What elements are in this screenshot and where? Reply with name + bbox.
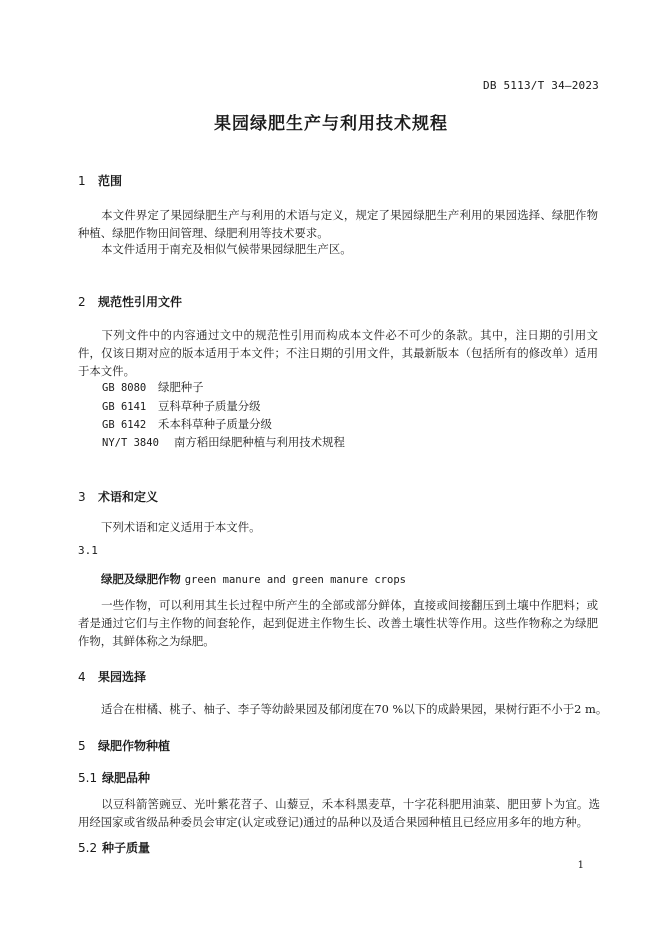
term-definition: 一些作物，可以利用其生长过程中所产生的全部或部分鲜体，直接或间接翻压到土壤中作肥料；或者是通过它们与主作物的间套轮作，起到促进主作物生长、改善土壤性状等作用。这些作物称之为绿肥作物，其鲜体称之为绿肥。 — [78, 598, 598, 648]
section-5-heading — [78, 737, 170, 754]
section-3-heading — [78, 488, 158, 505]
term-heading — [101, 571, 406, 587]
subsection-5-1-heading — [78, 769, 150, 786]
subsection-5-1-paragraph: 以豆科箭筈豌豆、光叶紫花苕子、山藜豆，禾本科黑麦草，十字花科肥用油菜、肥田萝卜为宜。选用经国家或省级品种委员会审定(认定或登记)通过的品种以及适合果园种植且已经应用多年的地方种。 — [78, 797, 600, 829]
subsection-5-2-heading — [78, 839, 150, 856]
section-4-paragraph-1: 适合在柑橘、桃子、柚子、李子等幼龄果园及郁闭度在70 %以下的成龄果园，果树行距不小于2 m。 — [101, 702, 608, 716]
section-4-heading — [78, 668, 146, 685]
section-1-heading — [78, 172, 122, 189]
section-number: 3 — [78, 490, 86, 504]
subsection-title: 种子质量 — [102, 841, 151, 855]
term-chinese: 绿肥及绿肥作物 — [101, 572, 181, 586]
section-number: 2 — [78, 295, 86, 309]
section-number: 1 — [78, 174, 86, 188]
section-number: 4 — [78, 670, 86, 684]
reference-item: NY/T 3840 南方稻田绿肥种植与利用技术规程 — [102, 435, 345, 449]
document-title: 果园绿肥生产与利用技术规程 — [214, 114, 448, 134]
section-2-heading — [78, 293, 182, 310]
section-number: 5 — [78, 739, 86, 753]
document-number: DB 5113/T 34—2023 — [483, 79, 599, 92]
term-english: green manure and green manure crops — [184, 574, 406, 586]
section-1-paragraph-2: 本文件适用于南充及相似气候带果园绿肥生产区。 — [101, 242, 352, 256]
section-title: 绿肥作物种植 — [98, 739, 171, 753]
reference-item: GB 6141 豆科草种子质量分级 — [102, 399, 261, 413]
section-1-paragraph-1: 本文件界定了果园绿肥生产与利用的术语与定义，规定了果园绿肥生产利用的果园选择、绿肥作物种植、绿肥作物田间管理、绿肥利用等技术要求。 — [78, 208, 598, 240]
subsection-number: 5.2 — [78, 841, 98, 855]
subsection-number: 5.1 — [78, 771, 98, 785]
section-title: 范围 — [98, 174, 123, 188]
section-title: 规范性引用文件 — [98, 295, 183, 309]
reference-item: GB 8080 绿肥种子 — [102, 380, 204, 394]
section-3-paragraph-1: 下列术语和定义适用于本文件。 — [101, 520, 261, 534]
section-title: 果园选择 — [98, 670, 147, 684]
reference-item: GB 6142 禾本科草种子质量分级 — [102, 417, 272, 431]
section-title: 术语和定义 — [98, 490, 159, 504]
page-number: 1 — [577, 860, 584, 871]
subsection-title: 绿肥品种 — [102, 771, 151, 785]
term-number: 3.1 — [78, 544, 98, 557]
section-2-paragraph-1: 下列文件中的内容通过文中的规范性引用而构成本文件必不可少的条款。其中，注日期的引用文件，仅该日期对应的版本适用于本文件；不注日期的引用文件，其最新版本（包括所有的修改单）适用于本文件。 — [78, 328, 598, 378]
